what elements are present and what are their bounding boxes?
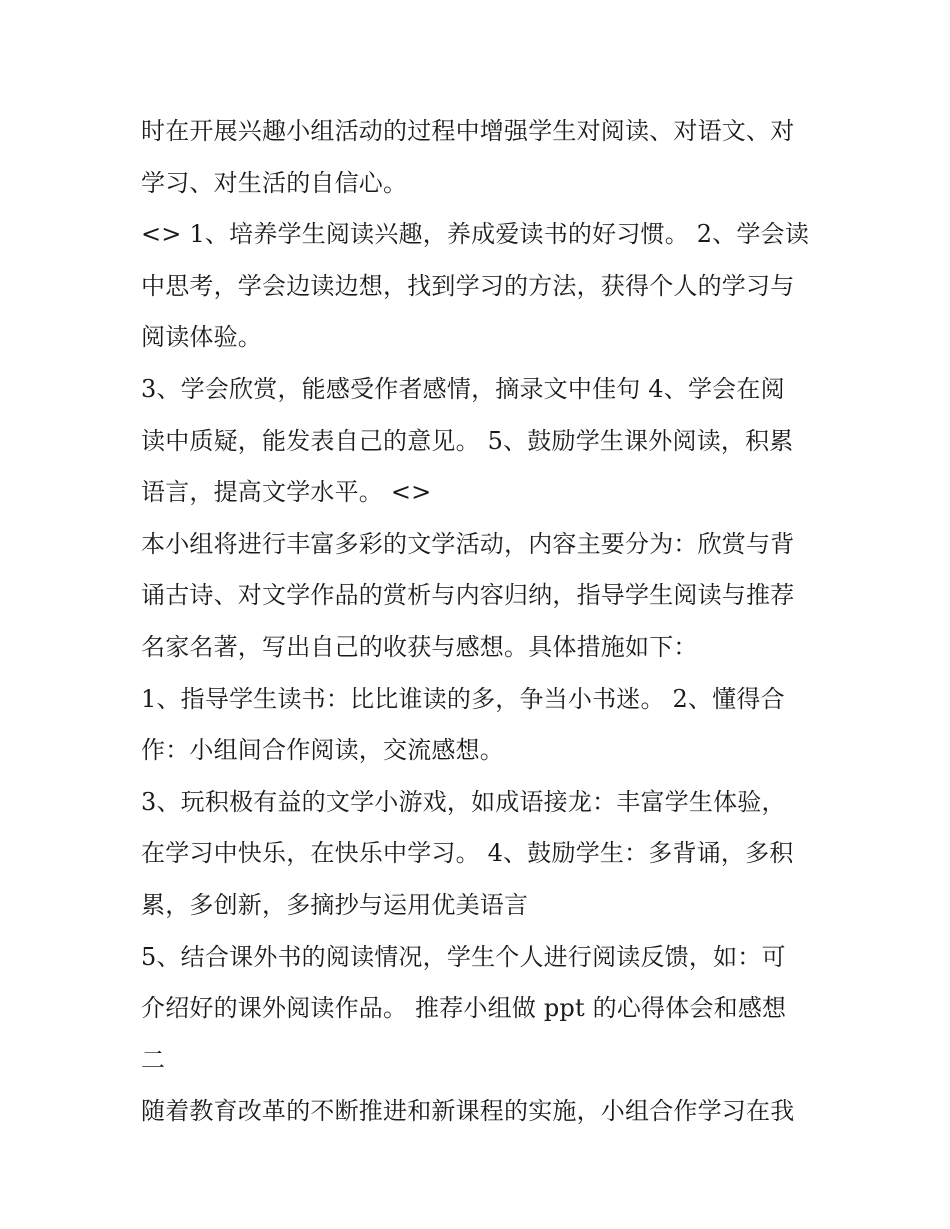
text-line: 阅读体验。: [141, 323, 262, 352]
text-line: 本小组将进行丰富多彩的文学活动，内容主要分为：欣赏与背: [141, 529, 795, 558]
text-line: 随着教育改革的不断推进和新课程的实施，小组合作学习在我: [141, 1097, 795, 1126]
text-line: 5、结合课外书的阅读情况，学生个人进行阅读反馈，如：可: [141, 942, 786, 971]
text-line: 1、指导学生读书：比比谁读的多，争当小书迷。 2、懂得合: [141, 684, 785, 713]
body-text: [141, 106, 821, 1138]
text-line: 读中质疑，能发表自己的意见。 5、鼓励学生课外阅读，积累: [141, 426, 794, 455]
text-line: 作：小组间合作阅读，交流感想。: [141, 736, 504, 765]
text-line: 语言，提高文学水平。 <>: [141, 478, 432, 507]
text-line: <> 1、培养学生阅读兴趣，养成爱读书的好习惯。 2、学会读: [141, 220, 810, 249]
text-line: 名家名著，写出自己的收获与感想。具体措施如下：: [141, 632, 698, 661]
text-line: 中思考，学会边读边想，找到学习的方法，获得个人的学习与: [141, 271, 795, 300]
text-line: 累，多创新，多摘抄与运用优美语言: [141, 890, 529, 919]
text-line: 介绍好的课外阅读作品。 推荐小组做 ppt 的心得体会和感想: [141, 994, 787, 1023]
text-line: 在学习中快乐，在快乐中学习。 4、鼓励学生：多背诵，多积: [141, 839, 794, 868]
text-line: 时在开展兴趣小组活动的过程中增强学生对阅读、对语文、对: [141, 117, 795, 145]
text-line: 学习、对生活的自信心。: [141, 168, 408, 197]
section-number: 二: [141, 1045, 166, 1074]
text-line: 3、学会欣赏，能感受作者感情，摘录文中佳句 4、学会在阅: [141, 374, 785, 403]
text-line: 3、玩积极有益的文学小游戏，如成语接龙：丰富学生体验，: [141, 787, 786, 816]
text-line: 诵古诗、对文学作品的赏析与内容归纳，指导学生阅读与推荐: [141, 581, 795, 610]
